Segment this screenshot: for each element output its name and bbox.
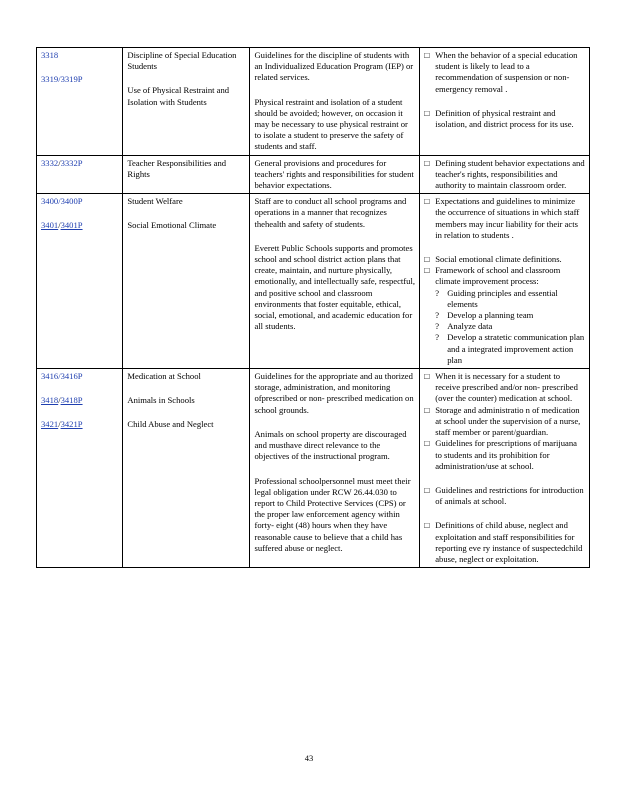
- checkbox-bullet-icon: □: [424, 254, 430, 265]
- policy-code-link[interactable]: 3400P: [60, 196, 83, 207]
- code-separator: /: [58, 157, 61, 168]
- highlight-bullet: [424, 265, 585, 287]
- policy-title: Medication at School: [127, 371, 201, 382]
- policy-code-cell: [37, 369, 123, 568]
- policy-code: [41, 419, 118, 430]
- highlight-sub-text: Develop a stratetic communication plan and a integrated improvement action plan: [447, 332, 585, 365]
- highlight-bullet: [424, 254, 585, 265]
- highlight-text: When it is necessary for a student to receive prescribed and/or non- prescribed (over the counter) medication at school.: [435, 371, 578, 404]
- highlight-text: Definition of physical restraint and isolation, and district process for its use.: [435, 107, 574, 130]
- policy-code-link[interactable]: 3332P: [60, 157, 83, 168]
- policy-title: Animals in Schools: [127, 395, 195, 406]
- policy-code-link[interactable]: /: [58, 371, 61, 382]
- policy-description-cell: [250, 48, 420, 156]
- policy-code: [41, 50, 118, 61]
- checkbox-bullet-icon: □: [424, 438, 430, 449]
- policy-highlights: [424, 371, 585, 472]
- policy-code-link[interactable]: 3401P: [60, 220, 83, 231]
- policy-code-cell: [37, 48, 123, 156]
- policy-highlights: [424, 196, 585, 241]
- code-separator: /: [58, 220, 61, 231]
- checkbox-bullet-icon: □: [424, 157, 430, 168]
- policy-code-link[interactable]: 3318: [41, 50, 59, 60]
- checkbox-bullet-icon: □: [424, 404, 430, 415]
- highlight-text: Guidelines and restrictions for introduction of animals at school.: [435, 484, 584, 507]
- sub-bullet-glyph-icon: ?: [435, 287, 440, 298]
- highlight-text: When the behavior of a special education student is likely to lead to a recommendation of suspension or non- emergency removal .: [435, 50, 578, 94]
- policy-description: Everett Public Schools supports and promotes school and school district action plans that create, maintain, and nurture physically, emotionally, and intellectually safe, respectful, and positive school and classroom environments that foster equitable, ethical, social, emotional, and academic education for all students.: [254, 242, 415, 332]
- highlight-sub-text: Develop a planning team: [447, 310, 534, 321]
- policy-code: [41, 220, 118, 231]
- checkbox-bullet-icon: □: [424, 50, 430, 60]
- highlight-bullet: [424, 108, 585, 130]
- policy-highlights-cell: [420, 155, 590, 194]
- policy-code: [41, 395, 118, 406]
- policy-description: Guidelines for the discipline of students with an Individualized Education Program (IEP) or related services.: [254, 50, 414, 83]
- policy-code-cell: [37, 155, 123, 194]
- policy-description-cell: [250, 155, 420, 194]
- page-number: 43: [304, 753, 314, 763]
- highlight-sub-bullet: [424, 332, 585, 366]
- policy-title: Teacher Responsibilities and Rights: [127, 157, 227, 179]
- policy-code-link[interactable]: 3401: [41, 220, 59, 231]
- policy-highlights-cell: [420, 369, 590, 568]
- policy-code: [41, 158, 118, 169]
- policy-description: Animals on school property are discouraged and musthave direct relevance to the objectives of the instructional program.: [254, 428, 407, 462]
- highlight-text: Framework of school and classroom climate improvement process:: [435, 265, 561, 287]
- policy-title-cell: [123, 155, 250, 194]
- checkbox-bullet-icon: □: [424, 520, 430, 531]
- policy-title: Child Abuse and Neglect: [127, 419, 214, 430]
- policy-highlights-cell: [420, 48, 590, 156]
- highlight-bullet: [424, 158, 585, 192]
- policy-highlights: [424, 520, 585, 565]
- sub-bullet-glyph-icon: ?: [435, 332, 440, 343]
- checkbox-bullet-icon: □: [424, 107, 430, 118]
- highlight-bullet: [424, 438, 585, 472]
- highlight-bullet: [424, 485, 585, 507]
- highlight-bullet: [424, 371, 585, 405]
- policy-code-cell: [37, 194, 123, 369]
- highlight-text: Definitions of child abuse, neglect and exploitation and staff responsibilities for reporting eve ry instance of suspectedchild abuse, neglect or exploitation.: [435, 520, 583, 564]
- policy-title: Student Welfare: [127, 196, 183, 207]
- policy-title-cell: [123, 48, 250, 156]
- policy-table: [36, 47, 590, 568]
- highlight-bullet: [424, 196, 585, 241]
- sub-bullet-glyph-icon: ?: [435, 321, 440, 332]
- policy-code-link[interactable]: 3421: [41, 419, 59, 430]
- policy-highlights: [424, 485, 585, 507]
- checkbox-bullet-icon: □: [424, 196, 430, 207]
- policy-description-cell: [250, 194, 420, 369]
- highlight-sub-bullet: [424, 310, 585, 321]
- highlight-text: Expectations and guidelines to minimize the occurrence of situations in which staff members may incur liability for their acts in relation to students .: [435, 196, 580, 240]
- sub-bullet-glyph-icon: ?: [435, 310, 440, 321]
- policy-highlights: [424, 108, 585, 130]
- policy-code: [41, 74, 118, 85]
- checkbox-bullet-icon: □: [424, 484, 430, 495]
- policy-title: Discipline of Special Education Students: [127, 50, 237, 72]
- policy-title: Use of Physical Restraint and Isolation with Students: [127, 85, 230, 107]
- policy-description: Professional schoolpersonnel must meet their legal obligation under RCW 26.44.030 to report to Child Protective Services (CPS) or the proper law enforcement agency within forty- eight (48) hours when they have reasonable cause to believe that a child has suffered abuse or neglect.: [254, 475, 411, 553]
- policy-code-link[interactable]: 3400: [41, 196, 59, 207]
- highlight-text: Social emotional climate definitions.: [435, 254, 562, 265]
- policy-highlights: [424, 158, 585, 192]
- table-row: [37, 48, 590, 156]
- policy-code-link[interactable]: 3319P: [60, 74, 83, 85]
- policy-code-link[interactable]: 3421P: [60, 419, 83, 430]
- policy-title-cell: [123, 194, 250, 369]
- highlight-bullet: [424, 405, 585, 439]
- policy-code-link[interactable]: /: [58, 196, 61, 207]
- policy-code-link[interactable]: 3416: [41, 371, 59, 382]
- policy-highlights: [424, 50, 585, 95]
- highlight-sub-bullet: [424, 321, 585, 332]
- highlight-text: Defining student behavior expectations and teacher's rights, responsibilities and authority to maintain classroom order.: [435, 157, 585, 191]
- checkbox-bullet-icon: □: [424, 265, 430, 276]
- checkbox-bullet-icon: □: [424, 371, 430, 382]
- table-row: [37, 194, 590, 369]
- policy-table-body: [37, 48, 590, 568]
- code-separator: /: [58, 419, 61, 430]
- policy-code-link[interactable]: 3418P: [60, 395, 83, 406]
- policy-description: Guidelines for the appropriate and au thorized storage, administration, and monitoring ofprescribed or non- prescribed medication on school grounds.: [254, 371, 414, 415]
- policy-code-link[interactable]: 3416P: [60, 371, 83, 382]
- policy-code: [41, 196, 118, 207]
- table-row: [37, 155, 590, 194]
- code-separator: /: [58, 395, 61, 406]
- policy-code-link[interactable]: 3418: [41, 395, 59, 406]
- policy-description: Physical restraint and isolation of a student should be avoided; however, on occasion it may be necessary to use physical restraint or to isolate a student to preserve the safety of students and staff.: [254, 96, 408, 152]
- policy-sheet: [36, 47, 590, 568]
- policy-highlights: [424, 254, 585, 366]
- highlight-bullet: [424, 520, 585, 565]
- policy-description: General provisions and procedures for teachers' rights and responsibilities for student behavior expectations.: [254, 157, 414, 191]
- highlight-sub-text: Analyze data: [447, 321, 493, 332]
- table-row: [37, 369, 590, 568]
- policy-code-link[interactable]: 3319/: [41, 74, 61, 85]
- policy-title-cell: [123, 369, 250, 568]
- policy-description: Staff are to conduct all school programs and operations in a manner that recognizes thehealth and safety of students.: [254, 196, 407, 229]
- policy-code-link[interactable]: 3332: [41, 157, 59, 168]
- policy-highlights-cell: [420, 194, 590, 369]
- highlight-sub-bullet: [424, 288, 585, 310]
- policy-description-cell: [250, 369, 420, 568]
- highlight-text: Storage and administratio n of medication at school under the supervision of a nurse, staff member or parent/guardian.: [435, 404, 581, 438]
- policy-code: [41, 371, 118, 382]
- policy-title: Social Emotional Climate: [127, 220, 217, 231]
- highlight-sub-text: Guiding principles and essential elements: [447, 287, 558, 309]
- highlight-text: Guidelines for prescriptions of marijuana to students and its prohibition for administration/use at school.: [435, 438, 577, 471]
- highlight-bullet: [424, 50, 585, 95]
